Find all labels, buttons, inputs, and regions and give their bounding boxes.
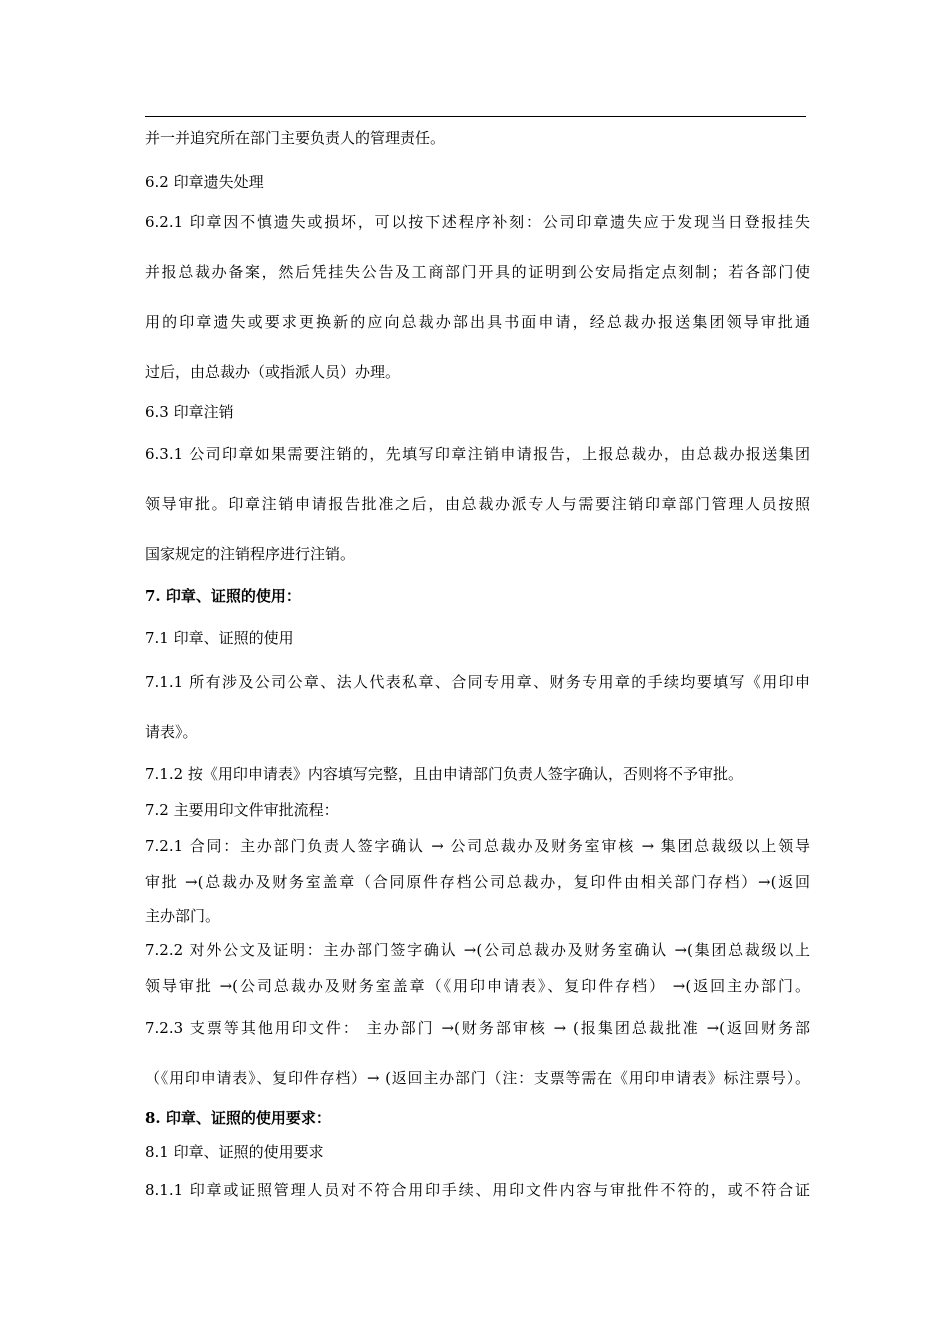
paragraph-line: 6.2.1 印章因不慎遗失或损坏，可以按下述程序补刻：公司印章遗失应于发现当日登报挂失 bbox=[145, 213, 810, 231]
header-rule bbox=[145, 116, 806, 117]
section-heading-6-3: 6.3 印章注销 bbox=[145, 403, 234, 421]
section-heading-7-2: 7.2 主要用印文件审批流程： bbox=[145, 801, 339, 819]
paragraph-line: 并一并追究所在部门主要负责人的管理责任。 bbox=[145, 129, 446, 147]
paragraph-line: 7.2.3 支票等其他用印文件： 主办部门 →(财务部审核 → (报集团总裁批准 →(返回财务部 bbox=[145, 1019, 810, 1037]
paragraph-line: （《用印申请表》、复印件存档）→ (返回主办部门（注：支票等需在《用印申请表》标注票号）。 bbox=[145, 1069, 810, 1087]
section-heading-7-1: 7.1 印章、证照的使用 bbox=[145, 629, 294, 647]
paragraph-line: 审批 →(总裁办及财务室盖章（合同原件存档公司总裁办，复印件由相关部门存档）→(返回 bbox=[145, 873, 810, 891]
paragraph-line: 领导审批 →(公司总裁办及财务室盖章（《用印申请表》、复印件存档） →(返回主办部门。 bbox=[145, 977, 810, 995]
section-heading-8-1: 8.1 印章、证照的使用要求 bbox=[145, 1143, 324, 1161]
paragraph-line: 6.3.1 公司印章如果需要注销的，先填写印章注销申请报告，上报总裁办，由总裁办报送集团 bbox=[145, 445, 810, 463]
paragraph-line: 过后，由总裁办（或指派人员）办理。 bbox=[145, 363, 401, 381]
paragraph-line: 用的印章遗失或要求更换新的应向总裁办部出具书面申请，经总裁办报送集团领导审批通 bbox=[145, 313, 810, 331]
paragraph-line: 主办部门。 bbox=[145, 907, 221, 925]
paragraph-line: 国家规定的注销程序进行注销。 bbox=[145, 545, 356, 563]
section-heading-6-2: 6.2 印章遗失处理 bbox=[145, 173, 264, 191]
paragraph-line: 领导审批。印章注销申请报告批准之后，由总裁办派专人与需要注销印章部门管理人员按照 bbox=[145, 495, 810, 513]
paragraph-line: 7.1.2 按《用印申请表》内容填写完整，且由申请部门负责人签字确认，否则将不予审批。 bbox=[145, 765, 743, 783]
paragraph-line: 7.1.1 所有涉及公司公章、法人代表私章、合同专用章、财务专用章的手续均要填写《用印申 bbox=[145, 673, 810, 691]
section-heading-8: 8. 印章、证照的使用要求： bbox=[145, 1109, 331, 1127]
section-heading-7: 7. 印章、证照的使用： bbox=[145, 587, 301, 605]
paragraph-line: 请表》。 bbox=[145, 723, 198, 741]
paragraph-line: 并报总裁办备案，然后凭挂失公告及工商部门开具的证明到公安局指定点刻制；若各部门使 bbox=[145, 263, 810, 281]
paragraph-line: 7.2.1 合同：主办部门负责人签字确认 → 公司总裁办及财务室审核 → 集团总裁级以上领导 bbox=[145, 837, 810, 855]
paragraph-line: 8.1.1 印章或证照管理人员对不符合用印手续、用印文件内容与审批件不符的，或不符合证 bbox=[145, 1181, 810, 1199]
paragraph-line: 7.2.2 对外公文及证明：主办部门签字确认 →(公司总裁办及财务室确认 →(集团总裁级以上 bbox=[145, 941, 810, 959]
